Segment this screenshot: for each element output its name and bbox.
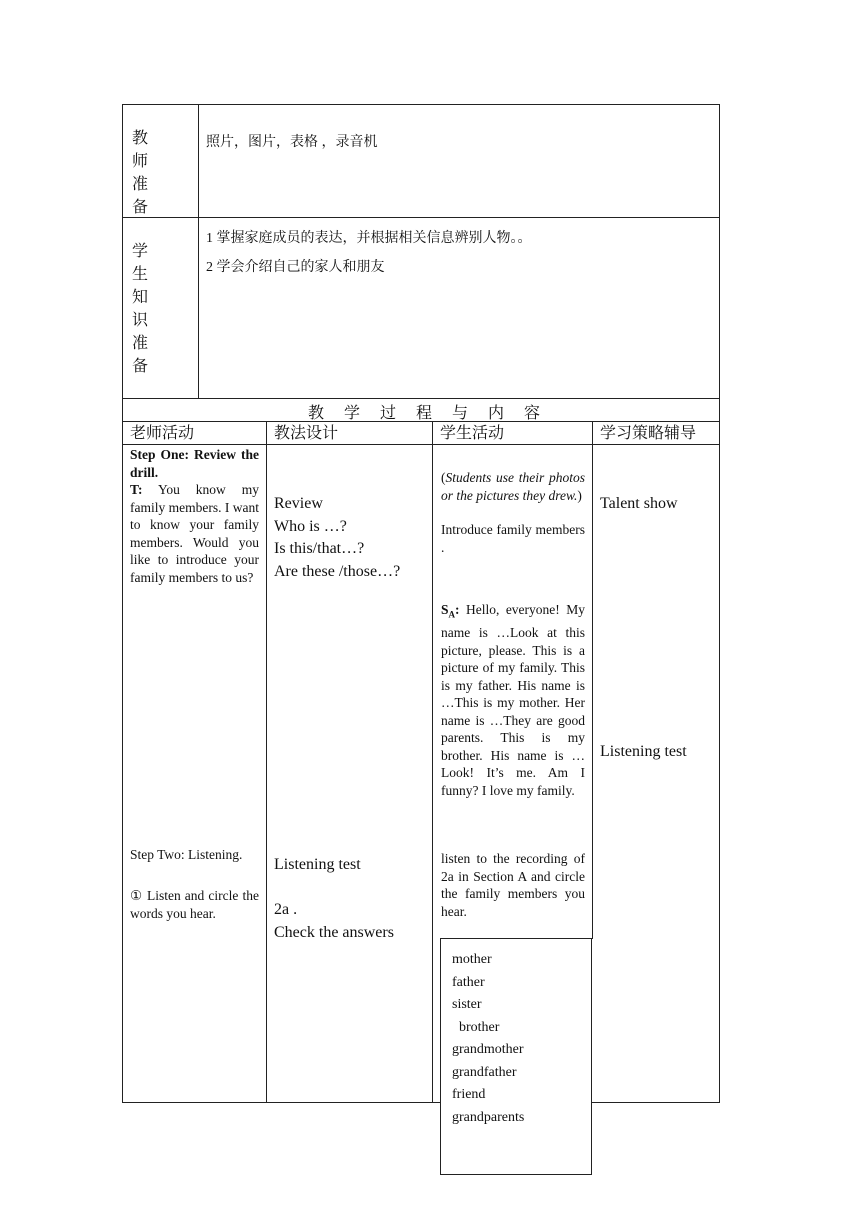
student-prep-label: 学生知识准备 xyxy=(131,243,148,375)
student-speaker-label: $S_A$: xyxy=(441,602,460,620)
word-item: grandparents xyxy=(452,1109,525,1125)
method-review-block xyxy=(274,493,400,583)
step-one-heading: Step One: Review the drill. xyxy=(130,447,259,480)
col-header-method-design: 教法设计 xyxy=(274,425,339,442)
step-two-heading: Step Two: Listening. xyxy=(130,847,243,862)
method-line-2: Is this/that…? xyxy=(274,540,365,557)
method-line-3: Are these /those…? xyxy=(274,562,401,580)
word-item: grandmother xyxy=(452,1042,524,1057)
table-border-left xyxy=(122,104,123,1103)
word-item: mother xyxy=(452,952,492,967)
student-note xyxy=(441,469,585,504)
word-item: grandfather xyxy=(452,1064,517,1080)
col-divider xyxy=(266,421,267,1103)
strategy-listening-test: Listening test xyxy=(600,743,687,760)
student-speech-block xyxy=(441,601,585,799)
table-border-bottom xyxy=(122,1102,720,1103)
col-header-strategy: 学习策略辅导 xyxy=(600,425,697,442)
student-note-italic: Students use their photos or the pictures they drew. xyxy=(441,470,585,503)
note-paren-open: ( xyxy=(441,470,446,485)
note-paren-close: ) xyxy=(577,487,582,503)
table-border-right xyxy=(719,104,720,1103)
teacher-prompt: You know my family members. I want to know your family members. Would you like to introduce your family members to us? xyxy=(130,482,259,585)
student-intro: Introduce family members . xyxy=(441,522,585,555)
method-line-1: Who is …? xyxy=(274,517,347,535)
col-divider xyxy=(592,421,593,939)
teacher-prep-label: 教师准备 xyxy=(131,130,148,216)
student-prep-item-1: 1 掌握家庭成员的表达，并根据相关信息辨别人物。。 xyxy=(206,231,532,246)
word-item: friend xyxy=(452,1087,486,1102)
word-item: sister xyxy=(452,997,482,1012)
step-one-text xyxy=(130,481,259,586)
col-divider xyxy=(198,104,199,399)
table-border-top xyxy=(122,104,720,105)
word-item: father xyxy=(452,974,485,990)
method-review: Review xyxy=(274,495,323,512)
col-header-student-activity: 学生活动 xyxy=(440,425,505,442)
col-divider xyxy=(432,421,433,1103)
method-listening: Listening test xyxy=(274,856,361,873)
process-title: 教学过程与内容 xyxy=(308,405,561,422)
row-divider xyxy=(122,398,720,399)
word-list xyxy=(441,939,591,1129)
step-one-block xyxy=(130,446,259,586)
student-speech: Hello, everyone! My name is …Look at this picture, please. This is a picture of my family. This is my father. His name is …This is my mother. Her name is …They are good parents. This is my brother. His name is …Look! It’s me. Am I funny? I love my family. xyxy=(441,602,585,798)
method-check: Check the answers xyxy=(274,924,394,941)
method-code: 2a . xyxy=(274,901,298,918)
word-item: brother xyxy=(452,1019,500,1035)
row-divider xyxy=(122,444,720,445)
teacher-prep-content: 照片，图片，表格 ，录音机 xyxy=(206,135,378,150)
teacher-speaker-label: T: xyxy=(130,482,143,497)
row-divider xyxy=(122,217,720,218)
student-prep-item-2: 2 学会介绍自己的家人和朋友 xyxy=(206,260,385,275)
step-two-text: ① Listen and circle the words you hear. xyxy=(130,888,259,921)
col-header-teacher-activity: 老师活动 xyxy=(130,425,195,442)
strategy-talent-show: Talent show xyxy=(600,495,678,512)
student-listen-task: listen to the recording of 2a in Section A and circle the family members you hear. xyxy=(441,851,585,919)
word-list-box xyxy=(440,938,592,1175)
